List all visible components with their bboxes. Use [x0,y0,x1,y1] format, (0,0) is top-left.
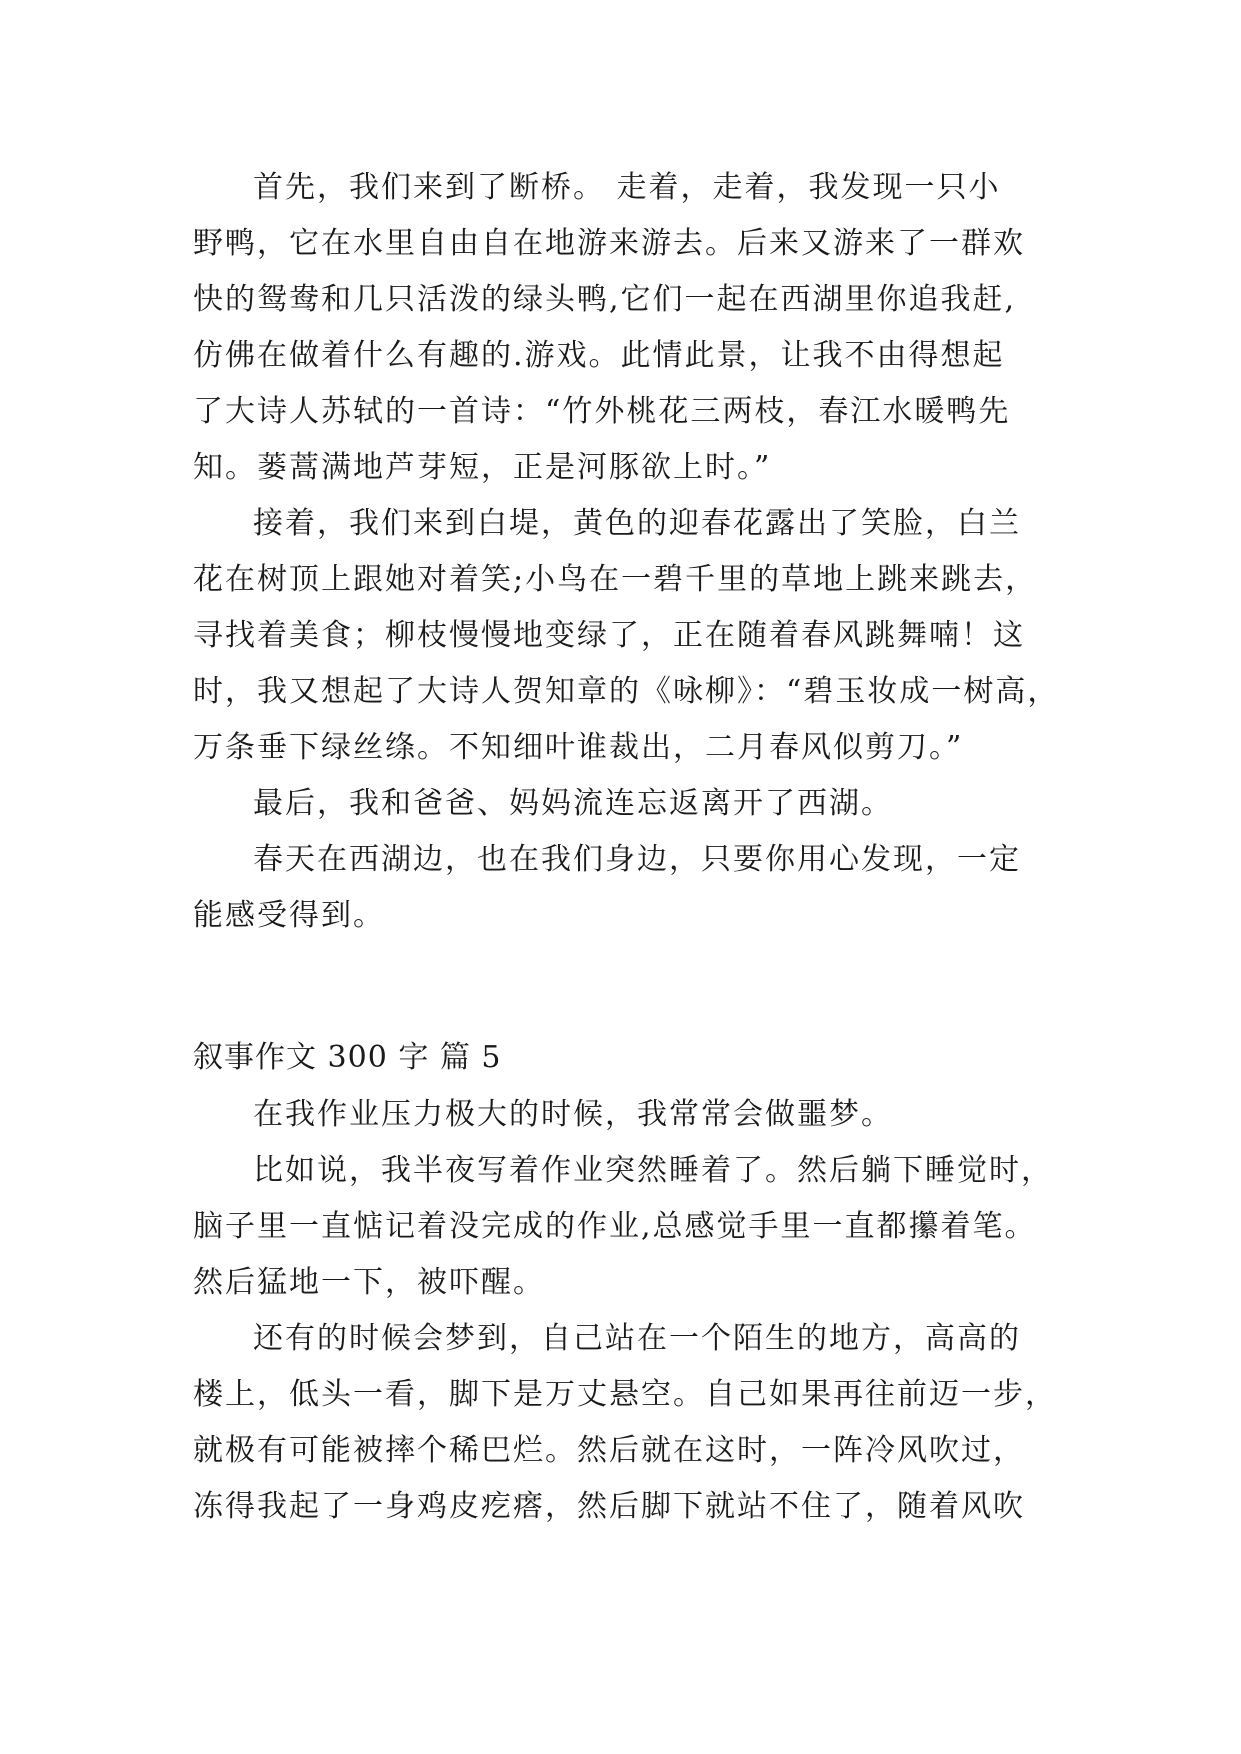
paragraph-line: 花在树顶上跟她对着笑;小鸟在一碧千里的草地上跳来跳去， [193,562,1038,597]
paragraph-line: 比如说，我半夜写着作业突然睡着了。然后躺下睡觉时， [253,1153,1053,1188]
paragraph-line: 快的鸳鸯和几只活泼的绿头鸭,它们一起在西湖里你追我赶, [193,282,1017,317]
paragraph-line: 然后猛地一下，被吓醒。 [193,1265,545,1300]
paragraph-line: 楼上，低头一看，脚下是万丈悬空。自己如果再往前迈一步， [193,1377,1057,1412]
paragraph-line: 了大诗人苏轼的一首诗：“竹外桃花三两枝，春江水暖鸭先 [193,394,1011,429]
paragraph-line: 最后，我和爸爸、妈妈流连忘返离开了西湖。 [253,786,893,821]
paragraph-line: 野鸭，它在水里自由自在地游来游去。后来又游来了一群欢 [193,226,1025,261]
paragraph-line: 接着，我们来到白堤，黄色的迎春花露出了笑脸，白兰 [253,506,1021,541]
paragraph-line: 冻得我起了一身鸡皮疙瘩，然后脚下就站不住了，随着风吹 [193,1489,1025,1524]
paragraph-line: 还有的时候会梦到，自己站在一个陌生的地方，高高的 [253,1321,1021,1356]
paragraph-line: 寻找着美食；柳枝慢慢地变绿了，正在随着春风跳舞喃！这 [193,618,1025,653]
paragraph-line: 春天在西湖边，也在我们身边，只要你用心发现，一定 [253,842,1021,877]
paragraph-line: 脑子里一直惦记着没完成的作业,总感觉手里一直都攥着笔。 [193,1209,1037,1244]
paragraph-line: 能感受得到。 [193,898,385,933]
paragraph-line: 仿佛在做着什么有趣的.游戏。此情此景，让我不由得想起 [193,338,1005,373]
essay-body-part-1 [193,160,1073,944]
paragraph-line: 万条垂下绿丝绦。不知细叶谁裁出，二月春风似剪刀。” [193,730,964,765]
section-heading: 叙事作文 300 字 篇 5 [193,1040,502,1075]
paragraph-line: 首先，我们来到了断桥。 走着，走着，我发现一只小 [253,170,1001,205]
paragraph-line: 在我作业压力极大的时候，我常常会做噩梦。 [253,1097,893,1132]
essay-body-part-2 [193,1087,1073,1535]
paragraph-line: 就极有可能被摔个稀巴烂。然后就在这时，一阵冷风吹过， [193,1433,1025,1468]
paragraph-line: 知。蒌蒿满地芦芽短，正是河豚欲上时。” [193,450,772,485]
paragraph-line: 时，我又想起了大诗人贺知章的《咏柳》：“碧玉妆成一树高， [193,674,1060,709]
